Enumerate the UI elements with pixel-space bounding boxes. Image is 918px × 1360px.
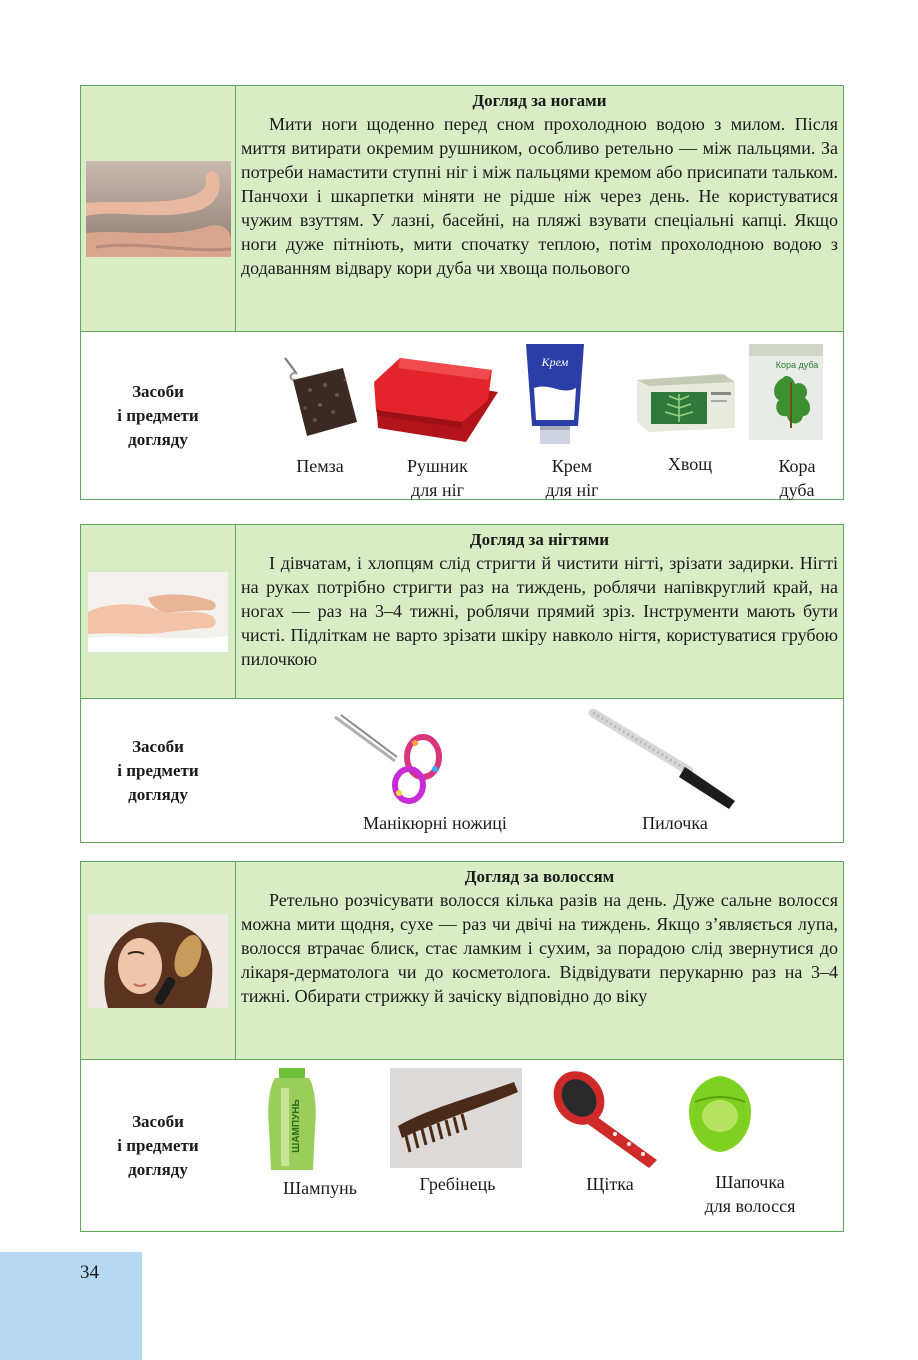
manicure-scissors-icon (325, 711, 545, 805)
page-number-tab (0, 1252, 142, 1360)
hair-brushing-photo (81, 862, 236, 1059)
section-foot-care (80, 85, 844, 500)
item-cream: Крем Крем для ніг (522, 342, 622, 502)
svg-text:ШАМПУНЬ: ШАМПУНЬ (291, 1099, 302, 1153)
svg-text:Крем: Крем (541, 355, 569, 369)
pumice-stone-icon (265, 350, 375, 446)
tools-label: Засоби і предмети догляду (117, 382, 199, 449)
item-hair-brush: Щітка (545, 1068, 675, 1196)
cream-tube-icon (522, 342, 622, 446)
section-hair-care (80, 861, 844, 1232)
hair-brush-icon (545, 1068, 675, 1168)
svg-text:Кора дуба: Кора дуба (775, 360, 819, 370)
red-towel-icon (370, 350, 505, 446)
section-text: Ретельно розчісувати волосся кілька разів на день. Дуже сальне волосся можна мити щодня, сухе — раз чи двічі на тиждень. Якщо з’являється лупа, волосся втрачає блиск, стає ламким і сухим, за порадою слід звернутися до лікаря-дерматолога чи до косметолога. Відвідувати перукарню раз на 3–4 тижні. Обирати стрижку й зачіску відповідно до віку (241, 890, 838, 1006)
item-shampoo: ШАМПУНЬ Шампунь (265, 1068, 375, 1200)
item-shower-cap: Шапочка для волосся (685, 1072, 815, 1218)
section-title: Догляд за нігтями (469, 530, 610, 549)
section-text: І дівчатам, і хлопцям слід стригти й чистити нігті, зрізати задирки. Нігті на руках потрібно стригти раз на тиждень, роблячи напівкруглий край, на ногах — раз на 3–4 тижні, роблячи прямий зріз. Інструменти мають бути чисті. Підліткам не варто зрізати шкіру навколо нігтя, користуватися грубою пилочкою (241, 553, 838, 669)
oak-bark-box-icon (747, 342, 847, 442)
horsetail-box-icon (635, 370, 745, 432)
section-text: Мити ноги щоденно перед сном прохолодною водою з милом. Після миття витирати окремим рушником, особливо ретельно — між пальцями. За потреби намастити ступні ніг і між пальцями кремом або присипати тальком. Панчохи і шкарпетки міняти не рідше ніж через день. Не користуватися чужим взуттям. У лазні, басейні, на пляжі взувати спеціальні капці. Якщо ноги дуже пітніють, мити спочатку теплою, потім прохолодною водою з додаванням відвару кори дуба чи хвоща польового (241, 114, 838, 278)
item-nail-file: Пилочка (585, 709, 765, 835)
tools-label: Засоби і предмети догляду (117, 737, 199, 804)
tools-label: Засоби і предмети догляду (117, 1112, 199, 1179)
comb-icon (390, 1068, 525, 1168)
section-nail-care (80, 524, 844, 843)
shampoo-bottle-icon (265, 1068, 375, 1172)
nail-file-icon (585, 709, 765, 809)
item-horsetail: Хвощ (635, 370, 745, 476)
shower-cap-icon (685, 1072, 815, 1162)
page-number: 34 (80, 1262, 99, 1283)
item-comb: Гребінець (390, 1068, 525, 1196)
section-title: Догляд за ногами (472, 91, 607, 110)
feet-photo (81, 86, 236, 331)
item-oak-bark: Кора дуба Кора дуба (747, 342, 847, 502)
item-manicure-scissors: Манікюрні ножиці (325, 711, 545, 835)
hands-photo (81, 525, 236, 698)
item-towel: Рушник для ніг (370, 350, 505, 502)
item-pumice: Пемза (265, 350, 375, 478)
section-title: Догляд за волоссям (464, 867, 615, 886)
